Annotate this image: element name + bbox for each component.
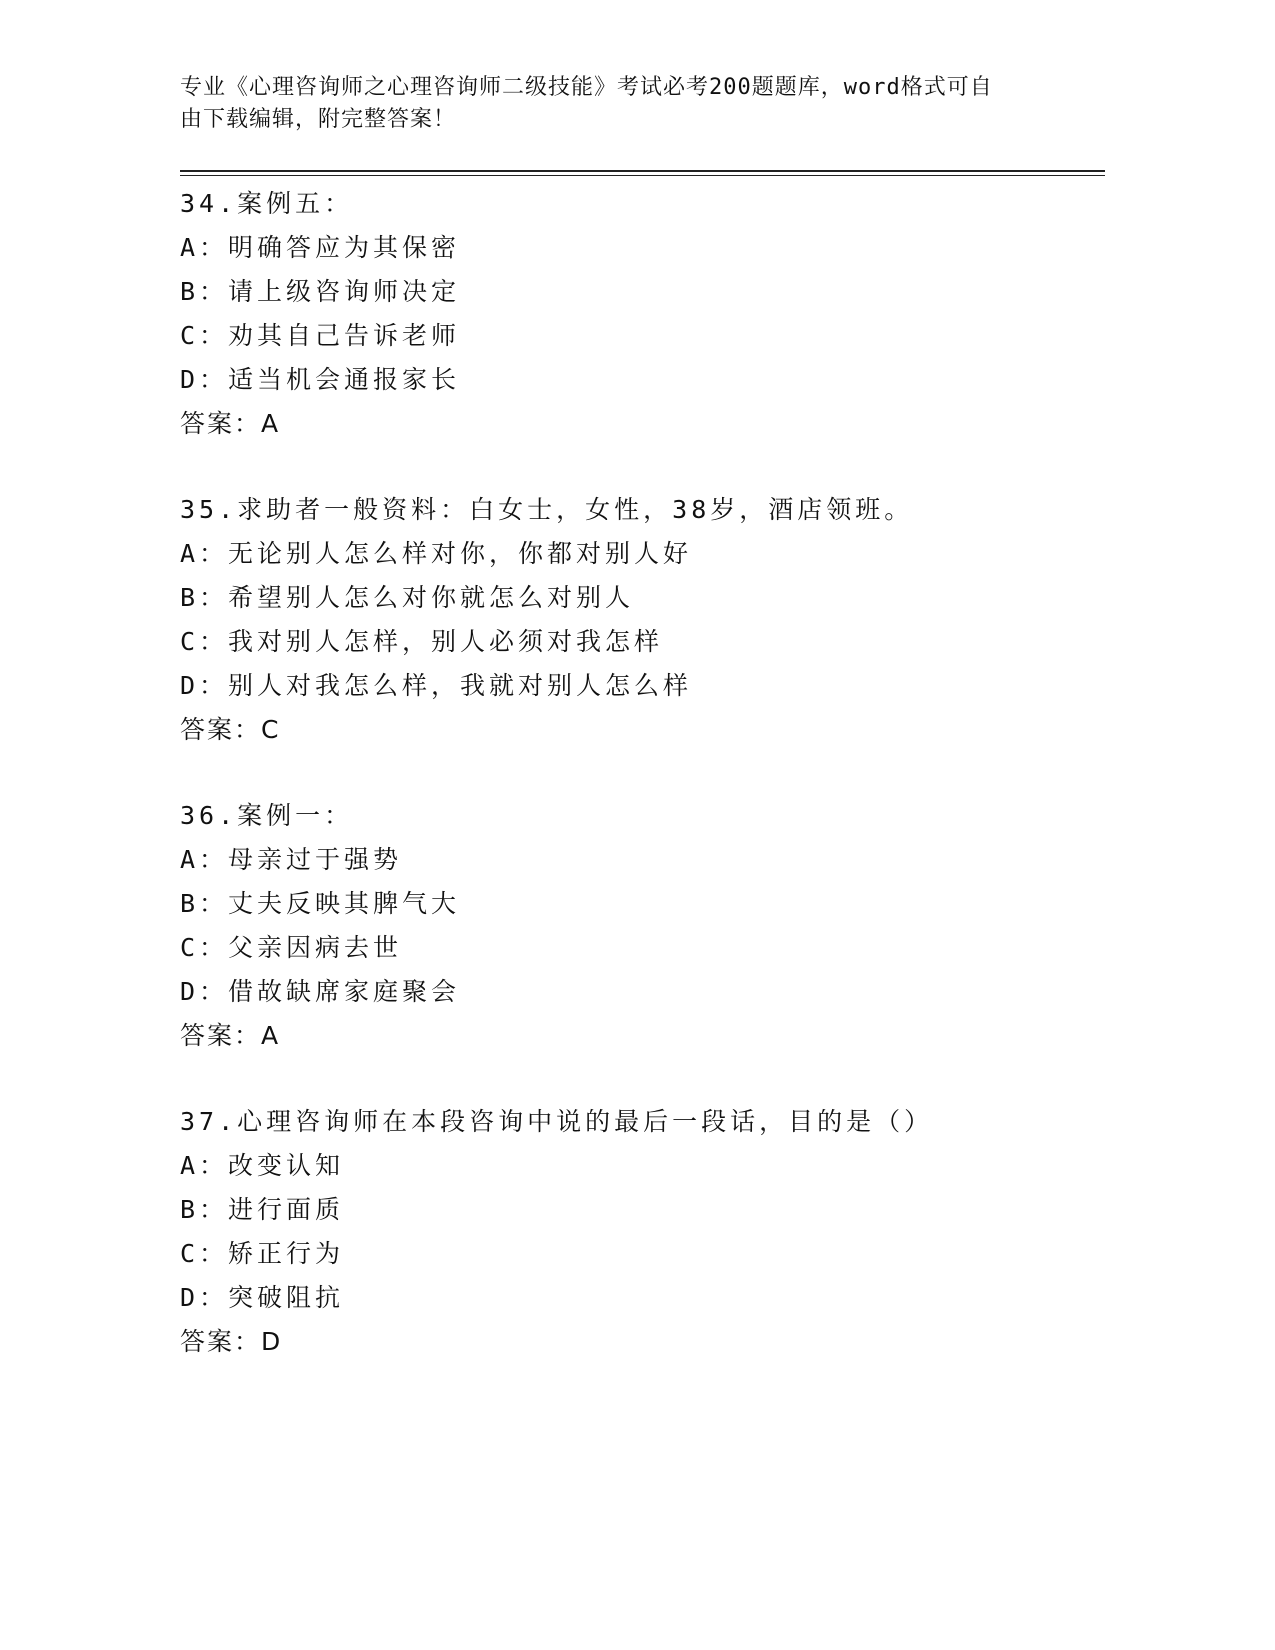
answer-line: 答案：A	[180, 409, 281, 438]
option-d: D：别人对我怎么样，我就对别人怎么样	[180, 671, 693, 700]
option-c: C：矫正行为	[180, 1239, 345, 1268]
answer-line: 答案：C	[180, 715, 281, 744]
option-a: A：母亲过于强势	[180, 845, 403, 874]
option-c: C：我对别人怎样，别人必须对我怎样	[180, 627, 664, 656]
answer-line: 答案：A	[180, 1021, 281, 1050]
document-header	[180, 72, 1040, 136]
option-c: C：父亲因病去世	[180, 933, 403, 962]
question-list	[180, 182, 1105, 1406]
question-34	[180, 182, 1105, 446]
option-b: B：请上级咨询师决定	[180, 277, 461, 306]
option-b: B：进行面质	[180, 1195, 345, 1224]
question-stem: 37.心理咨询师在本段咨询中说的最后一段话，目的是（）	[180, 1107, 934, 1136]
option-b: B：丈夫反映其脾气大	[180, 889, 461, 918]
question-stem: 36.案例一：	[180, 801, 354, 830]
option-d: D：突破阻抗	[180, 1283, 345, 1312]
question-35	[180, 488, 1105, 752]
option-d: D：适当机会通报家长	[180, 365, 461, 394]
answer-line: 答案：D	[180, 1327, 283, 1356]
question-36	[180, 794, 1105, 1058]
header-divider-thin	[180, 175, 1105, 176]
question-stem: 35.求助者一般资料：白女士，女性，38岁，酒店领班。	[180, 495, 914, 524]
option-b: B：希望别人怎么对你就怎么对别人	[180, 583, 635, 612]
header-line-2: 由下载编辑，附完整答案！	[180, 107, 457, 132]
header-divider-thick	[180, 170, 1105, 172]
option-a: A：明确答应为其保密	[180, 233, 461, 262]
header-line-1: 专业《心理咨询师之心理咨询师二级技能》考试必考200题题库，word格式可自	[180, 75, 993, 100]
question-37	[180, 1100, 1105, 1364]
option-d: D：借故缺席家庭聚会	[180, 977, 461, 1006]
option-a: A：无论别人怎么样对你，你都对别人好	[180, 539, 693, 568]
option-c: C：劝其自己告诉老师	[180, 321, 461, 350]
option-a: A：改变认知	[180, 1151, 345, 1180]
question-stem: 34.案例五：	[180, 189, 354, 218]
